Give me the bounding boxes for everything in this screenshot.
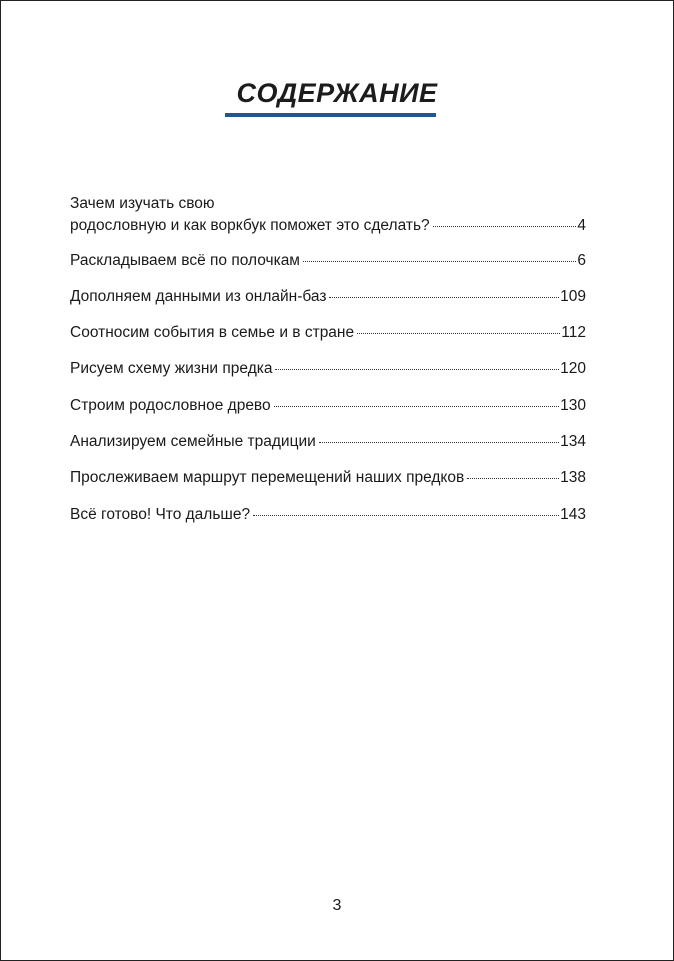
toc-entry[interactable] — [70, 286, 586, 308]
toc-entry[interactable] — [70, 395, 586, 417]
toc-entry-row — [70, 431, 586, 453]
toc-entry-title-line1: Зачем изучать свою — [70, 195, 215, 212]
toc-entry-page: 138 — [560, 469, 586, 486]
toc-entry[interactable] — [70, 431, 586, 453]
toc-entry-title: Строим родословное древо — [70, 397, 271, 414]
toc-entry-title: родословную и как воркбук поможет это сделать? — [70, 217, 430, 234]
toc-entry-page: 4 — [577, 217, 586, 234]
toc-entry-row — [70, 322, 586, 344]
toc-entry-row — [70, 358, 586, 380]
title-area — [0, 76, 674, 110]
toc-entry-title: Дополняем данными из онлайн-баз — [70, 288, 327, 305]
toc-entry-title: Прослеживаем маршрут перемещений наших предков — [70, 469, 465, 486]
dot-leader — [275, 369, 559, 370]
dot-leader — [303, 261, 576, 262]
toc-entry[interactable] — [70, 358, 586, 380]
toc-entry-row — [70, 504, 586, 526]
dot-leader — [274, 406, 560, 407]
dot-leader — [467, 478, 559, 479]
page-number: 3 — [332, 897, 342, 914]
toc-entry-page: 134 — [560, 433, 586, 450]
dot-leader — [433, 226, 577, 227]
dot-leader — [357, 333, 560, 334]
toc-entry-page: 109 — [560, 288, 586, 305]
toc-entry-page: 6 — [577, 252, 586, 269]
toc-entry-row — [70, 467, 586, 489]
toc-entry[interactable] — [70, 193, 586, 237]
toc-entry-row — [70, 286, 586, 308]
toc-entry-page: 130 — [560, 397, 586, 414]
toc-entry-title: Всё готово! Что дальше? — [70, 506, 251, 523]
toc-entry[interactable] — [70, 504, 586, 526]
toc-entry-title: Анализируем семейные традиции — [70, 433, 316, 450]
toc-entry-page: 112 — [561, 324, 586, 341]
dot-leader — [329, 297, 559, 298]
toc-entry[interactable] — [70, 250, 586, 272]
toc-entry-row — [70, 395, 586, 417]
toc-entry-page: 120 — [560, 360, 586, 377]
toc-entry[interactable] — [70, 322, 586, 344]
dot-leader — [319, 442, 559, 443]
toc-entry-row — [70, 250, 586, 272]
dot-leader — [253, 515, 559, 516]
title-underline — [225, 113, 436, 117]
toc-entry[interactable] — [70, 467, 586, 489]
toc-entry-page: 143 — [560, 506, 586, 523]
toc-entry-title: Раскладываем всё по полочкам — [70, 252, 300, 269]
page-title: СОДЕРЖАНИЕ — [236, 78, 438, 108]
toc-entry-title: Соотносим события в семье и в стране — [70, 324, 355, 341]
toc-entry-row — [70, 215, 586, 237]
toc-entry-title: Рисуем схему жизни предка — [70, 360, 273, 377]
